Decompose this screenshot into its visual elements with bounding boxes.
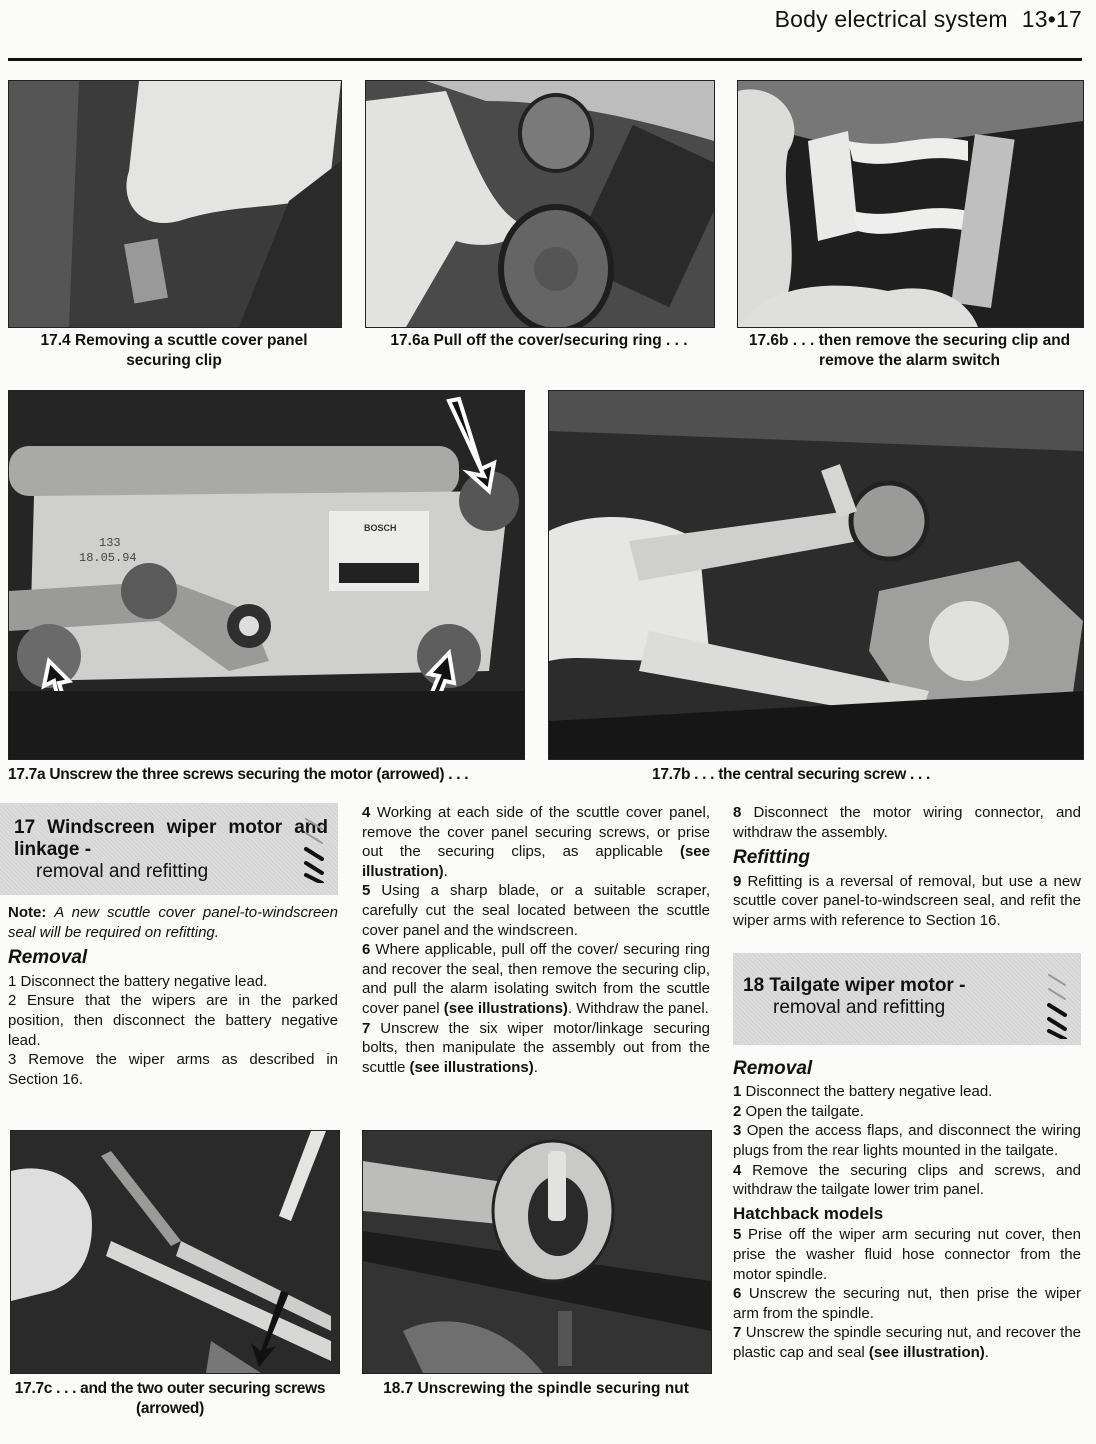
chapter-title: Body electrical system bbox=[774, 6, 1008, 32]
step-2: 2 Ensure that the wipers are in the parked position, then disconnect the battery negative lead. bbox=[8, 992, 338, 1049]
step-7: 7 Unscrew the six wiper motor/linkage securing bolts, then manipulate the assembly out from the scuttle (see illustrations). bbox=[362, 1019, 711, 1076]
step-4: 4 Working at each side of the scuttle cover panel, remove the cover panel securing screws, or prise out the securing clips, as applicable (see illustration). bbox=[362, 804, 711, 880]
step-3: 3 Remove the wiper arms as described in Section 16. bbox=[8, 1051, 338, 1088]
section-18-heading bbox=[733, 953, 1081, 1045]
hatchback-heading: Hatchback models bbox=[733, 1203, 884, 1223]
caption-17-7b bbox=[652, 765, 1072, 785]
refitting-heading: Refitting bbox=[733, 847, 811, 869]
photo-label-bosch: BOSCH bbox=[364, 523, 397, 533]
step-1: 1 Disconnect the battery negative lead. bbox=[733, 1083, 993, 1101]
photo-17-6a bbox=[365, 80, 715, 328]
photo-label-date: 18.05.94 bbox=[79, 551, 137, 565]
column-1 bbox=[8, 803, 338, 1089]
step-4: 4 Remove the securing clips and screws, and withdraw the tailgate lower trim panel. bbox=[733, 1161, 1081, 1199]
section-title-bold: Tailgate wiper motor - bbox=[769, 974, 966, 996]
caption-text: . . . and the two outer securing screws (arrowed) bbox=[56, 1380, 326, 1417]
caption-number: 17.7b bbox=[652, 766, 691, 783]
photo-17-7a bbox=[8, 390, 525, 760]
caption-text: Unscrew the three screws securing the motor (arrowed) . . . bbox=[49, 766, 469, 783]
see-illustrations-ref: (see illustrations) bbox=[443, 999, 568, 1017]
step-8: 8 Disconnect the motor wiring connector, and withdraw the assembly. bbox=[733, 804, 1081, 841]
photo-17-7c bbox=[10, 1130, 340, 1374]
caption-17-7c bbox=[10, 1379, 330, 1419]
note-label: Note: bbox=[8, 904, 47, 921]
section-title-normal: removal and refitting bbox=[36, 861, 209, 882]
caption-17-6a bbox=[365, 331, 713, 351]
caption-text: Unscrewing the spindle securing nut bbox=[417, 1380, 689, 1397]
wrench-difficulty-icon bbox=[1045, 967, 1071, 1039]
caption-17-7a bbox=[8, 765, 528, 785]
see-illustration-ref: (see illustration) bbox=[868, 1343, 985, 1361]
section-number: 17 bbox=[14, 817, 36, 838]
caption-number: 18.7 bbox=[383, 1380, 414, 1397]
wrench-difficulty-icon bbox=[302, 811, 328, 883]
see-illustrations-ref: (see illustrations) bbox=[409, 1058, 534, 1076]
caption-18-7 bbox=[362, 1379, 710, 1399]
step-5: 5 Prise off the wiper arm securing nut cover, then prise the washer fluid hose connector from the motor spindle. bbox=[733, 1226, 1082, 1283]
caption-text: . . . the central securing screw . . . bbox=[694, 766, 930, 783]
step-5: 5 Using a sharp blade, or a suitable scraper, carefully cut the seal located between the scuttle cover panel and the windscreen. bbox=[362, 882, 710, 939]
step-1: 1 Disconnect the battery negative lead. bbox=[8, 972, 268, 990]
step-6: 6 Where applicable, pull off the cover/ securing ring and recover the seal, then remove the securing clip, and pull the alarm isolating switch from the scuttle cover panel (see illustrations). Withdraw the panel. bbox=[362, 941, 710, 1017]
section-title-normal: removal and refitting bbox=[773, 996, 946, 1018]
step-9: 9 Refitting is a reversal of removal, but use a new scuttle cover panel-to-windscreen seal, and refit the wiper arms with reference to Section 16. bbox=[733, 872, 1082, 929]
header-rule bbox=[8, 58, 1082, 61]
photo-label-number: 133 bbox=[99, 536, 121, 550]
section-number: 18 bbox=[743, 974, 765, 996]
note-text: A new scuttle cover panel-to-windscreen seal will be required on refitting. bbox=[8, 904, 338, 941]
caption-number: 17.4 bbox=[40, 332, 71, 349]
column-2 bbox=[362, 803, 710, 1077]
caption-text: . . . then remove the securing clip and remove the alarm switch bbox=[792, 332, 1071, 369]
caption-number: 17.7a bbox=[8, 766, 46, 783]
caption-number: 17.7c bbox=[14, 1380, 53, 1397]
photo-17-6b bbox=[737, 80, 1084, 328]
photo-17-4 bbox=[8, 80, 342, 328]
step-3: 3 Open the access flaps, and disconnect the wiring plugs from the rear lights mounted in the tailgate. bbox=[733, 1122, 1081, 1159]
section-17-heading bbox=[0, 803, 338, 895]
caption-number: 17.6b bbox=[748, 332, 789, 349]
removal-heading: Removal bbox=[733, 1057, 813, 1079]
section-title-bold: Windscreen wiper motor and linkage - bbox=[14, 817, 329, 860]
caption-text: Pull off the cover/securing ring . . . bbox=[433, 332, 688, 349]
step-6: 6 Unscrew the securing nut, then prise the wiper arm from the spindle. bbox=[733, 1285, 1081, 1322]
caption-number: 17.6a bbox=[390, 332, 430, 349]
step-7: 7 Unscrew the spindle securing nut, and recover the plastic cap and seal (see illustration). bbox=[733, 1324, 1082, 1361]
caption-17-6b bbox=[737, 331, 1082, 371]
page-header bbox=[775, 6, 1082, 33]
caption-text: Removing a scuttle cover panel securing clip bbox=[74, 332, 308, 369]
section-17-note bbox=[8, 903, 338, 942]
caption-17-4 bbox=[8, 331, 340, 371]
page-number: 13•17 bbox=[1021, 6, 1082, 32]
column-3 bbox=[733, 803, 1081, 1362]
removal-heading: Removal bbox=[8, 947, 88, 969]
photo-17-7b bbox=[548, 390, 1084, 760]
see-illustration-ref: (see illustration) bbox=[362, 843, 710, 880]
photo-18-7 bbox=[362, 1130, 712, 1374]
step-2: 2 Open the tailgate. bbox=[733, 1102, 864, 1120]
